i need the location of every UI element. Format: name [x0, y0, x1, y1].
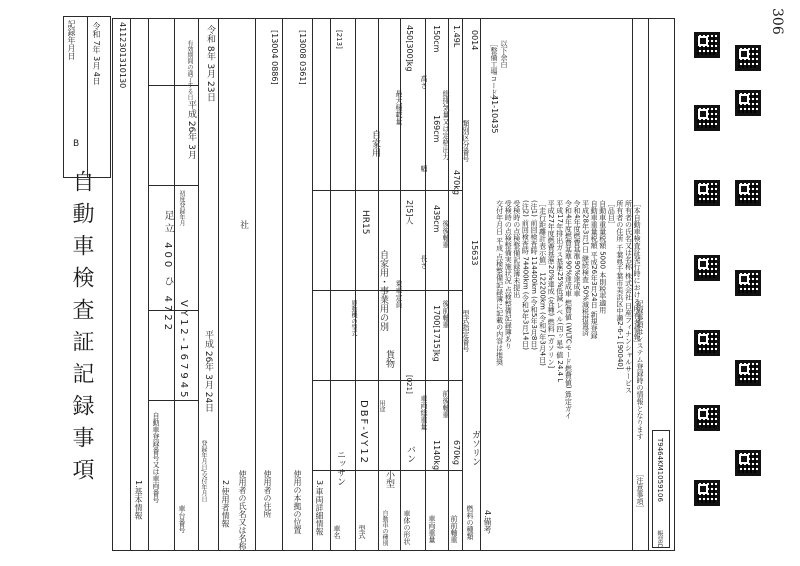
- qr-code: [694, 255, 720, 281]
- chassis-label: 車台番号: [178, 505, 186, 533]
- displacement-label: 総排気量又は定格出力: [442, 90, 450, 160]
- remarks-line: ［走行距離計表示値］ 122200km (令和7年3月4日): [538, 200, 547, 366]
- maker-label: 車名: [333, 525, 341, 539]
- weight-label: 車両重量: [428, 515, 436, 543]
- inspection-note: 以下余白: [500, 40, 508, 68]
- user-name-label: 使用者の氏名又は名称: [238, 470, 247, 550]
- gross: 1700[1715]kg: [432, 305, 441, 362]
- type-no: 15633: [470, 240, 479, 266]
- engine-label: 原動機の型式: [350, 300, 357, 336]
- weight: 1140kg: [432, 440, 441, 471]
- chassis-number: VY12-167945: [178, 300, 189, 401]
- remarks-line: 受検時の点検整備記録簿未提出: [512, 200, 521, 298]
- page-number: 306: [769, 8, 785, 35]
- capacity-label: 乗車定員: [395, 280, 403, 308]
- purpose-label: 自家用・事業用の別: [378, 250, 388, 331]
- form-id: T9464KM1059106: [656, 438, 664, 502]
- length-label: 長さ: [420, 255, 428, 269]
- model: DBF-VY12: [358, 400, 369, 466]
- qr-code: [694, 405, 720, 431]
- type-no-label: 型式指定番号: [462, 310, 470, 352]
- capacity: 2[5]人: [405, 200, 414, 225]
- width: 169cm: [432, 115, 441, 143]
- max-load-label: 最大積載量: [395, 90, 403, 125]
- rear-front-axle-label: 後前軸重: [442, 300, 450, 328]
- remarks-line: 平成17年排出ガス基準25%低減レベル(四ッ星) 値 24.4 L: [555, 200, 564, 383]
- qr-code: [694, 480, 720, 506]
- length: 439cm: [432, 205, 441, 233]
- reg-no-label: 自動車登録番号又は車両番号: [152, 412, 160, 503]
- notice-label: ［注意事項］: [636, 470, 644, 512]
- qr-code: [694, 180, 720, 206]
- remarks-line: ［本自動車検査証発行時における所有者情報］: [633, 200, 642, 347]
- form-id-label: 帳票ID: [656, 530, 663, 549]
- base-location-label: 使用の本拠の位置: [293, 470, 302, 534]
- rear-axle: 470kg: [452, 170, 461, 195]
- user-address-code: [13004 0886]: [270, 30, 279, 85]
- front-axle-label: 前前軸重: [450, 515, 458, 543]
- purpose: 自家用: [370, 130, 380, 157]
- mark-b: B: [73, 139, 80, 149]
- qr-code: [735, 360, 761, 386]
- record-date: 令和 7年 3月 4日: [92, 22, 101, 85]
- body: バン: [405, 445, 415, 463]
- rear-axle-label: 後後軸重: [442, 220, 450, 248]
- remarks-line: ［品目］: [607, 200, 616, 228]
- section-basic-label: 1.基本情報: [134, 480, 143, 520]
- maker-code: [213]: [335, 30, 343, 49]
- remarks-line: 令和4年度燃費基準90%達成車: [572, 200, 581, 298]
- reg-date: 平成 26年 3月 24日: [203, 330, 213, 413]
- qr-code: [735, 450, 761, 476]
- qr-code: [694, 105, 720, 131]
- max-load: 450[300]kg: [405, 25, 414, 72]
- remarks-line: 所有者の氏名又は名称 株式会社 日産フィナンシャルサービス: [624, 200, 633, 394]
- expiry-date: 令和 8年 3月 23日: [205, 25, 215, 102]
- section-user-label: 2.使用者情報: [221, 480, 230, 528]
- use: 貨物: [384, 350, 394, 368]
- height: 150cm: [432, 25, 441, 53]
- use-label: 用途: [378, 400, 385, 412]
- class-no-label: 類別区分番号: [462, 120, 470, 162]
- kind-label: 自動車の種別: [381, 510, 388, 546]
- qr-code: [735, 90, 761, 116]
- user-address-label: 使用者の住所: [263, 470, 272, 518]
- maker: ニッサン: [335, 450, 345, 486]
- remarks-line: 自動車重量税額 5000 本則税率適用: [598, 200, 607, 314]
- front-rear-axle-label: 前後軸重: [442, 390, 450, 418]
- remarks-lines: [495, 200, 644, 540]
- remarks-line: 受検時の点検整備実施状況 点検整備記録簿あり: [504, 200, 513, 350]
- user-name: 社: [238, 220, 248, 229]
- document-title: 自動車検査証記録事項: [69, 170, 94, 490]
- first-reg: 平成 26年 3月: [186, 100, 196, 159]
- qr-code: [735, 270, 761, 296]
- base-location-code: [13008 0361]: [298, 30, 307, 85]
- remarks-line: 自動車重量税額 平成26年3月24日 新規登録: [590, 200, 599, 339]
- remarks-line: (注1) 前回検査時 114400km (令和5年3月8日): [529, 200, 538, 351]
- fuel: ガソリン: [470, 430, 480, 466]
- serial-number: 4112301310130: [118, 22, 127, 89]
- qr-code: [694, 32, 720, 58]
- section-vehicle-label: 3.車両詳細情報: [315, 480, 324, 536]
- remarks-line: 平成27年度燃費基準20%達成 (各種) 燃料 [ガソリン]: [547, 200, 556, 369]
- kind: 小型: [384, 470, 394, 488]
- notice-text: 記録事項はシステム登録時の情報となります: [636, 300, 644, 440]
- remarks-line: 所有者の住所 千葉県千葉市美浜区中瀬2-6-1 [90040]: [615, 200, 624, 370]
- reg-no: 足立 400 ひ 4722: [162, 210, 173, 334]
- gross-label: 車両総重量: [420, 395, 428, 430]
- class-no: 0014: [470, 30, 479, 51]
- engine: HR15: [360, 210, 370, 235]
- qr-code: [735, 180, 761, 206]
- remarks-line: 平成28年3月1日 継続検査 50%減税措置済: [581, 200, 590, 336]
- remarks-line: (注2) 前回検査時 74400km (令和3年3月14日): [521, 200, 530, 351]
- width-label: 幅: [420, 165, 428, 172]
- body-label: 車体の形状: [403, 510, 411, 545]
- model-label: 型式: [358, 525, 366, 539]
- front-axle: 670kg: [452, 440, 461, 465]
- displacement: 1.49L: [452, 25, 461, 48]
- qr-code: [735, 45, 761, 71]
- section-remarks-label: 4.備考: [483, 510, 492, 534]
- fuel-label: 燃料の種類: [466, 505, 474, 540]
- inspection-code: 41-10435: [490, 95, 499, 134]
- record-date-label: 記録年月日: [67, 20, 76, 60]
- expiry-label: 有効期間の満了する日: [186, 40, 193, 100]
- height-label: 高さ: [420, 75, 428, 89]
- reg-date-label: 登録年月日/交付年月日: [200, 440, 207, 503]
- inspection-code-label: ［整備工場コード］: [490, 40, 498, 103]
- remarks-line: 交付年月日 平成 点検整備記録簿に記載の内容は推奨: [495, 200, 504, 366]
- remarks-line: 令和4年度燃費基準90%達成車 燃費値 (WLTCモード燃費値) 算定ガイ: [564, 200, 573, 419]
- qr-code: [694, 330, 720, 356]
- body-code: [021]: [405, 375, 413, 394]
- first-reg-label: 初度登録年月: [178, 190, 185, 226]
